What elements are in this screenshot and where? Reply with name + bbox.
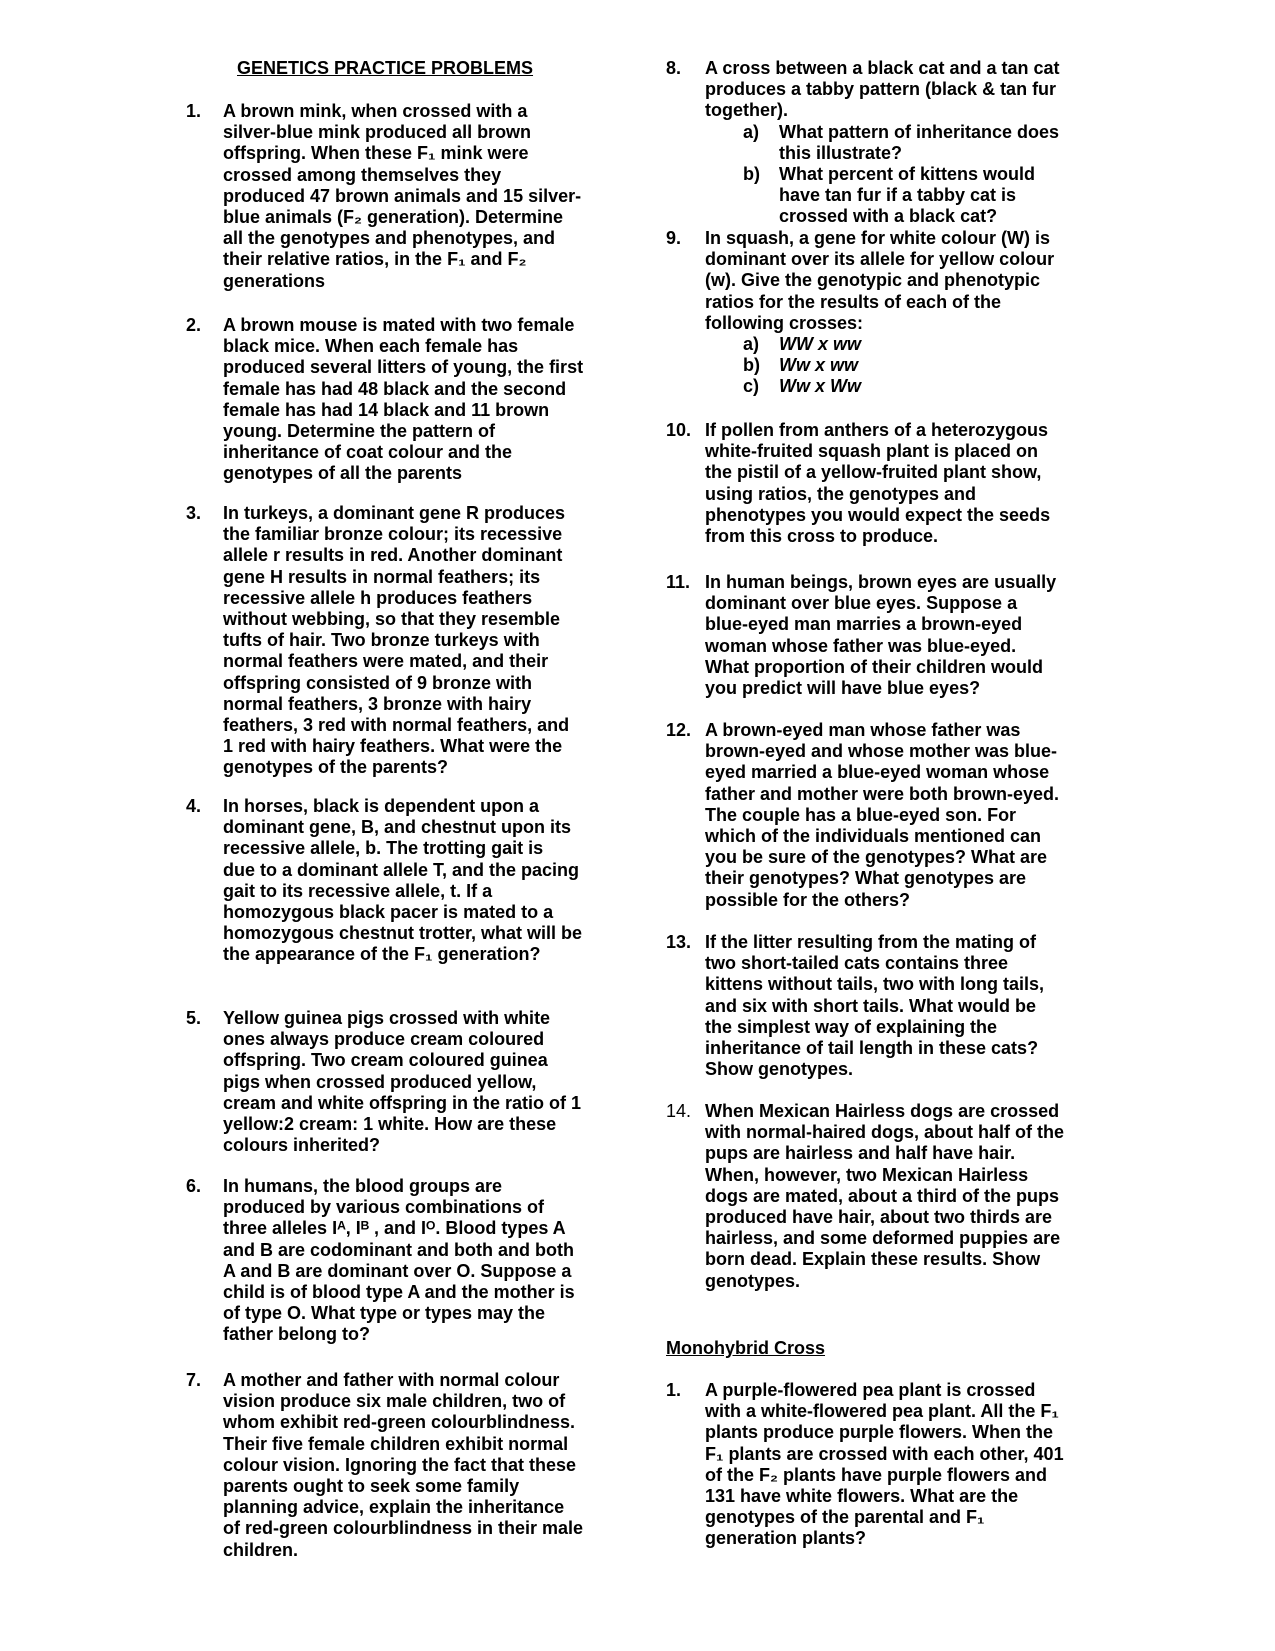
text-line: 1 red with hairy feathers. What were the [223,736,563,757]
text-line: 131 have white flowers. What are the [705,1486,1019,1507]
text-line: their genotypes? What genotypes are [705,868,1027,889]
problem-text [223,1370,583,1561]
text-line: inheritance of tail length in these cats? [705,1038,1039,1059]
text-line: ones always produce cream coloured [223,1029,545,1050]
text-line: which of the individuals mentioned can [705,826,1042,847]
text-line: you predict will have blue eyes? [705,678,981,699]
problem-number: 8. [666,58,682,78]
text-line: children. [223,1539,299,1560]
text-line: of type O. What type or types may the [223,1303,546,1324]
text-line: pups are hairless and half have hair. [705,1143,1016,1164]
text-line: silver-blue mink produced all brown [223,122,532,143]
problem-text [705,228,1054,334]
text-line: genotypes of the parents? [223,757,449,778]
text-line: produced 47 brown animals and 15 silver- [223,185,582,206]
text-line: born dead. Explain these results. Show [705,1249,1041,1270]
text-line: and B are codominant and both and both [223,1239,574,1260]
text-line: tufts of hair. Two bronze turkeys with [223,630,540,651]
text-line: crossed with a black cat? [779,206,998,227]
text-line: genotypes. [705,1270,801,1291]
sub-label: a) [743,121,760,142]
problem-text [223,503,569,779]
problem-text [705,1101,1064,1292]
text-line: woman whose father was blue-eyed. [705,635,1017,656]
text-line: Their five female children exhibit normal [223,1433,569,1454]
text-line: with a white-flowered pea plant. All the F₁ [705,1401,1059,1422]
sub-label: a) [743,334,760,354]
text-line: black mice. When each female has [223,336,519,357]
text-line: the pistil of a yellow-fruited plant show, [705,462,1042,483]
text-line: If pollen from anthers of a heterozygous [705,420,1049,440]
text-line: colours inherited? [223,1135,381,1156]
problem-text [223,101,581,292]
text-line: you be sure of the genotypes? What are [705,847,1048,868]
text-line: dogs are mated, about a third of the pups [705,1185,1060,1206]
text-line: white-fruited squash plant is placed on [705,441,1039,462]
text-line: Show genotypes. [705,1059,854,1080]
text-line: offspring. Two cream coloured guinea [223,1050,548,1071]
text-line: three alleles Iᴬ, Iᴮ , and Iᴼ. Blood types A [223,1218,566,1239]
sub-label: c) [743,376,760,397]
text-line: colour vision. Ignoring the fact that these [223,1454,577,1475]
page-title: GENETICS PRACTICE PROBLEMS [237,58,534,78]
text-line: phenotypes you would expect the seeds [705,504,1051,525]
text-line: father belong to? [223,1324,370,1345]
text-line: have tan fur if a tabby cat is [779,185,1017,206]
problem-number: 6. [186,1176,202,1196]
text-line: crossed among themselves they [223,164,502,185]
text-line: In squash, a gene for white colour (W) is [705,228,1051,248]
text-line: cream and white offspring in the ratio of 1 [223,1092,582,1113]
sub-label: b) [743,164,760,184]
problem-number: 7. [186,1370,202,1390]
text-line: kittens without tails, two with long tails, [705,974,1045,995]
text-line: offspring consisted of 9 bronze with [223,672,533,693]
text-line: two short-tailed cats contains three [705,953,1009,974]
text-line: parents ought to seek some family [223,1476,520,1497]
monohybrid-heading: Monohybrid Cross [666,1338,826,1358]
text-line: produced several litters of young, the first [223,357,584,378]
text-line: blue-eyed man marries a brown-eyed [705,614,1023,635]
problem-text [705,58,1059,122]
text-line: the simplest way of explaining the [705,1016,998,1037]
text-line: F₁ plants are crossed with each other, 401 [705,1443,1064,1464]
problem-number: 5. [186,1008,202,1028]
problem-text [705,720,1059,911]
text-line: homozygous chestnut trotter, what will be [223,923,583,944]
text-line: homozygous black pacer is mated to a [223,902,554,923]
text-line: of the F₂ plants have purple flowers and [705,1464,1048,1485]
text-line: due to a dominant allele T, and the pacing [223,859,580,880]
problem-number: 14. [666,1101,692,1121]
text-line: genotypes of all the parents [223,463,463,484]
problem-number: 4. [186,796,202,816]
text-line: When Mexican Hairless dogs are crossed [705,1101,1060,1121]
text-line: eyed married a blue-eyed woman whose [705,762,1050,783]
text-line: feathers, 3 red with normal feathers, and [223,715,570,736]
text-line: offspring. When these F₁ mink were [223,143,529,164]
text-line: brown-eyed and whose mother was blue- [705,741,1058,762]
problem-text [223,1176,575,1346]
text-line: child is of blood type A and the mother is [223,1282,575,1303]
text-line: The couple has a blue-eyed son. For [705,804,1017,825]
problem-text [705,932,1044,1080]
text-line: from this cross to produce. [705,526,939,547]
text-line: If the litter resulting from the mating of [705,932,1037,952]
text-line: dominant gene, B, and chestnut upon its [223,817,572,838]
text-line: A brown mouse is mated with two female [223,315,575,335]
text-line: whom exhibit red-green colourblindness. [223,1412,576,1433]
text-line: possible for the others? [705,889,911,910]
text-line: dominant over blue eyes. Suppose a [705,593,1018,614]
text-line: In humans, the blood groups are [223,1176,503,1196]
text-line: inheritance of coat colour and the [223,442,513,463]
sub-text [779,164,1035,228]
text-line: (w). Give the genotypic and phenotypic [705,270,1041,291]
problem-number: 1. [666,1380,682,1400]
text-line: young. Determine the pattern of [223,421,496,442]
text-line: normal feathers, 3 bronze with hairy [223,693,532,714]
problem-number: 12. [666,720,692,740]
text-line: female has had 14 black and 11 brown [223,399,550,420]
problem-number: 13. [666,932,692,952]
text-line: In turkeys, a dominant gene R produces [223,503,566,523]
problem-number: 11. [666,572,691,592]
text-line: produced have hair, about two thirds are [705,1207,1053,1228]
text-line: the appearance of the F₁ generation? [223,944,541,965]
text-line: WW x ww [779,334,861,354]
sub-text [779,376,861,397]
text-line: In horses, black is dependent upon a [223,796,540,816]
text-line: pigs when crossed produced yellow, [223,1071,537,1092]
text-line: vision produce six male children, two of [223,1391,566,1412]
text-line: A and B are dominant over O. Suppose a [223,1260,572,1281]
text-line: father and mother were both brown-eyed. [705,783,1060,804]
text-line: yellow:2 cream: 1 white. How are these [223,1114,557,1135]
text-line: generations [223,270,326,291]
sub-text [779,355,858,376]
text-line: this illustrate? [779,142,903,163]
text-line: What pattern of inheritance does [779,121,1060,142]
text-line: Yellow guinea pigs crossed with white [223,1008,551,1028]
text-line: What proportion of their children would [705,656,1043,677]
text-line: hairless, and some deformed puppies are [705,1228,1061,1249]
text-line: using ratios, the genotypes and [705,483,977,504]
problem-text [705,420,1050,547]
sub-text [779,122,1059,164]
problem-number: 10. [666,420,692,440]
text-line: Ww x Ww [779,376,861,397]
text-line: A brown mink, when crossed with a [223,101,528,121]
text-line: blue animals (F₂ generation). Determine [223,207,564,228]
text-line: A mother and father with normal colour [223,1370,560,1390]
text-line: A cross between a black cat and a tan cat [705,58,1060,78]
text-line: allele r results in red. Another dominant [223,545,563,566]
text-line: When, however, two Mexican Hairless [705,1164,1029,1185]
text-line: generation plants? [705,1528,867,1549]
sub-label: b) [743,355,760,376]
text-line: What percent of kittens would [779,164,1036,184]
text-line: ratios for the results of each of the [705,291,1002,312]
text-line: produced by various combinations of [223,1197,545,1218]
problem-number: 3. [186,503,202,523]
problem-number: 9. [666,228,682,248]
problem-number: 1. [186,101,202,121]
text-line: recessive allele h produces feathers [223,587,533,608]
text-line: plants produce purple flowers. When the [705,1422,1054,1443]
problem-text [223,315,583,485]
text-line: A purple-flowered pea plant is crossed [705,1380,1036,1400]
text-line: together). [705,100,788,121]
text-line: the familiar bronze colour; its recessive [223,524,563,545]
text-line: without webbing, so that they resemble [223,609,561,630]
text-line: gait to its recessive allele, t. If a [223,880,493,901]
problem-number: 2. [186,315,202,335]
text-line: dominant over its allele for yellow colour [705,249,1055,270]
text-line: In human beings, brown eyes are usually [705,572,1057,592]
text-line: gene H results in normal feathers; its [223,566,541,587]
text-line: normal feathers were mated, and their [223,651,549,672]
text-line: following crosses: [705,312,864,333]
text-line: all the genotypes and phenotypes, and [223,228,556,249]
text-line: and six with short tails. What would be [705,995,1037,1016]
text-line: A brown-eyed man whose father was [705,720,1021,740]
sub-text [779,334,861,355]
problem-text [223,1008,581,1156]
problem-text [223,796,582,966]
problem-text [705,1380,1064,1550]
text-line: genotypes of the parental and F₁ [705,1507,985,1528]
text-line: recessive allele, b. The trotting gait is [223,838,544,859]
problem-text [705,572,1056,699]
text-line: produces a tabby pattern (black & tan fur [705,79,1057,100]
text-line: with normal-haired dogs, about half of the [705,1122,1064,1143]
text-line: Ww x ww [779,355,859,376]
text-line: planning advice, explain the inheritance [223,1497,565,1518]
text-line: their relative ratios, in the F₁ and F₂ [223,249,527,270]
text-line: female has had 48 black and the second [223,378,567,399]
text-line: of red-green colourblindness in their male [223,1518,584,1539]
